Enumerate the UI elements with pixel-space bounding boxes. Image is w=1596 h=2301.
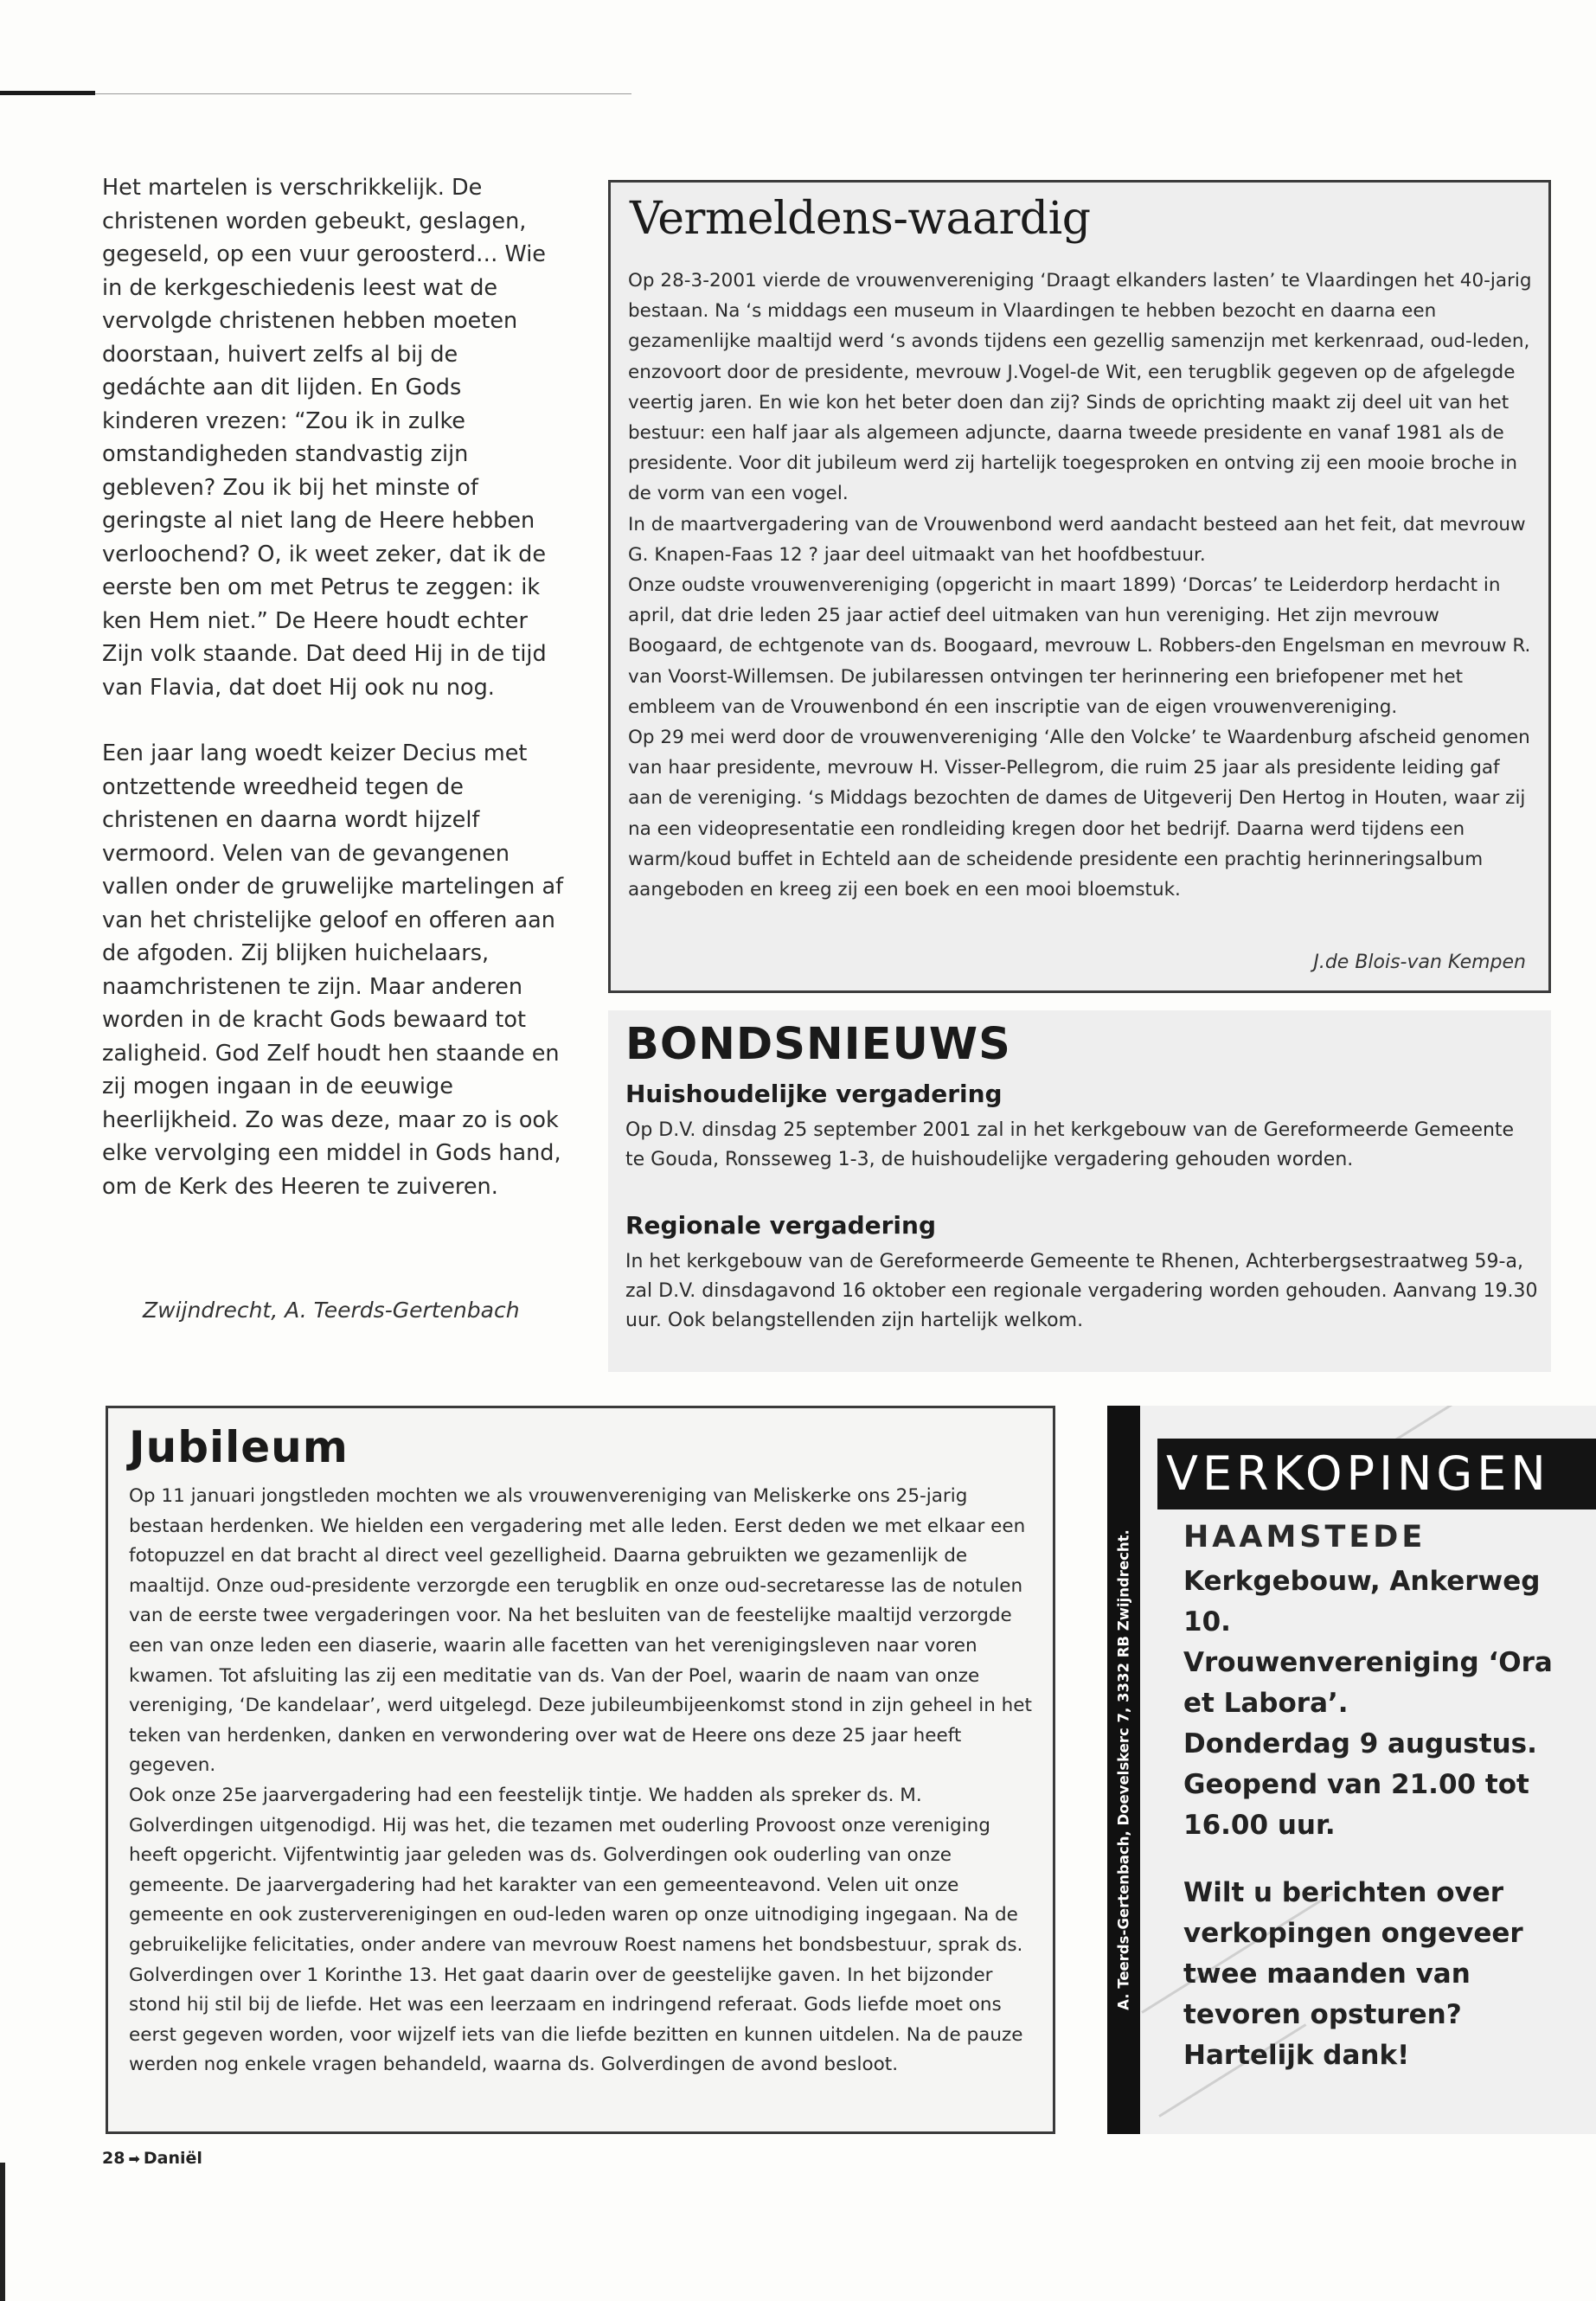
ad-background-stroke	[1392, 1406, 1525, 1443]
vermeldens-title: Vermeldens-waardig	[630, 193, 1091, 245]
ad-request-line: Hartelijk dank!	[1183, 2040, 1410, 2071]
article-signature: Zwijndrecht, A. Teerds-Gertenbach	[143, 1298, 520, 1323]
top-rule-thin	[95, 93, 631, 94]
vermeldens-paragraph: Onze oudste vrouwenvereniging (opgericht in maart 1899) ‘Dorcas’ te Leiderdorp herdacht in april, dat drie leden 25 jaar actief deel uitmaken van hun vereniging. Het zijn mevrouw Boogaard, de echtgenote van ds. Boogaard, mevrouw L. Robbers-den Engelsman en mevrouw R. van Voorst-Willemsen. De jubilaressen ontvingen ter herinnering een briefopener met het embleem van de Vrouwenbond én een inscriptie van de eigen vrouwenvereniging.	[628, 574, 1531, 718]
bondsnieuws-text: In het kerkgebouw van de Gereformeerde Gemeente te Rhenen, Achterbergsestraatweg 59-a, zal D.V. dinsdagavond 16 oktober een regionale vergadering worden gehouden. Aanvang 19.30 uur. Ook belangstellenden zijn hartelijk welkom.	[625, 1251, 1538, 1331]
vermeldens-paragraph: Op 28-3-2001 vierde de vrouwenvereniging ‘Draagt elkanders lasten’ te Vlaardingen het 40-jarig bestaan. Na ‘s middags een museum in Vlaardingen te hebben bezocht en daarna een gezamenlijke maaltijd werd ‘s avonds tijdens een gezellig samenzijn met kerkenraad, oud-leden, enzovoort door de presidente, mevrouw J.Vogel-de Wit, een terugblik gegeven op de afgelegde veertig jaren. En wie kon het beter doen dan zij? Sinds de oprichting maakt zij deel uit van het bestuur: een half jaar als algemeen adjuncte, daarna tweede presidente en vanaf 1981 als de presidente. Voor dit jubileum werd zij hartelijk toegesproken en ontving zij een mooie broche in de vorm van een vogel.	[628, 270, 1532, 505]
jubileum-paragraph: Ook onze 25e jaarvergadering had een feestelijk tintje. We hadden als spreker ds. M. Golverdingen uitgenodigd. Hij was het, die tezamen met ouderling Provoost onze vereniging heeft opgericht. Vijfentwintig jaar geleden was ds. Golverdingen ook ouderling van onze gemeente. De jaarvergadering had het karakter van een gemeenteavond. Velen uit onze gemeente en ook zusterverenigingen en oud-leden waren op onze uitnodiging ingegaan. Na de gebruikelijke felicitaties, onder andere van mevrouw Roest namens het bondsbestuur, sprak ds. Golverdingen over 1 Korinthe 13. Het gaat daarin over de geestelijke gaven. In het bijzonder stond hij stil bij de liefde. Het was een leerzaam en indringend referaat. Gods liefde moet ons eerst gegeven worden, voor wijzelf iets van die liefde bezitten en kunnen uitdelen. Na de pauze werden nog enkele vragen behandeld, waarna ds. Golverdingen de avond besloot.	[129, 1784, 1023, 2076]
page-footer	[102, 2149, 202, 2168]
arrow-icon: ➡	[128, 2150, 140, 2167]
ad-location: HAAMSTEDE	[1183, 1520, 1426, 1554]
ad-banner-text: VERKOPINGEN	[1166, 1446, 1550, 1501]
ad-address-strip	[1107, 1406, 1140, 2134]
vermeldens-body	[628, 266, 1532, 905]
vermeldens-signature: J.de Blois-van Kempen	[1313, 952, 1526, 973]
ad-detail-line: Kerkgebouw, Ankerweg 10.	[1183, 1566, 1541, 1638]
jubileum-body	[129, 1482, 1033, 2080]
article-paragraph: Een jaar lang woedt keizer Decius met ontzettende wreedheid tegen de christenen en daarna wordt hijzelf vermoord. Velen van de gevangenen vallen onder de gruwelijke martelingen af van het christelijke geloof en offeren aan de afgoden. Zij blijken huichelaars, naamchristenen te zijn. Maar anderen worden in de kracht Gods bewaard tot zaligheid. God Zelf houdt hen staande en zij mogen ingaan in de eeuwige heerlijkheid. Zo was deze, maar zo is ook elke vervolging een middel in Gods hand, om de Kerk des Heeren te zuiveren.	[102, 740, 564, 1200]
ad-request	[1183, 1873, 1590, 2076]
ad-request-line: Wilt u berichten over verkopingen ongeveer twee maanden van tevoren opsturen?	[1183, 1877, 1523, 2030]
verkopingen-ad	[1107, 1406, 1596, 2134]
ad-banner	[1157, 1439, 1596, 1509]
bondsnieuws-text: Op D.V. dinsdag 25 september 2001 zal in het kerkgebouw van de Gereformeerde Gemeente te Gouda, Ronsseweg 1-3, de huishoudelijke vergadering gehouden worden.	[625, 1119, 1515, 1170]
binding-edge	[0, 2163, 5, 2301]
magazine-name: Daniël	[143, 2149, 202, 2168]
bondsnieuws-title: BONDSNIEUWS	[625, 1019, 1011, 1070]
ad-detail-line: Geopend van 21.00 tot 16.00 uur.	[1183, 1769, 1529, 1841]
page-number: 28	[102, 2149, 125, 2168]
bondsnieuws-section	[608, 1010, 1551, 1372]
top-rule	[0, 91, 95, 95]
bondsnieuws-heading: Huishoudelijke vergadering	[625, 1080, 1003, 1108]
jubileum-box	[106, 1406, 1055, 2134]
vermeldens-waardig-box	[608, 180, 1551, 993]
jubileum-title: Jubileum	[129, 1422, 349, 1472]
ad-detail-line: Donderdag 9 augustus.	[1183, 1728, 1537, 1759]
vermeldens-paragraph: In de maartvergadering van de Vrouwenbond werd aandacht besteed aan het feit, dat mevrouw G. Knapen-Faas 12 ? jaar deel uitmaakt van het hoofdbestuur.	[628, 513, 1526, 566]
left-column-article	[102, 171, 565, 1203]
jubileum-paragraph: Op 11 januari jongstleden mochten we als vrouwenvereniging van Meliskerke ons 25-jarig bestaan herdenken. We hielden een vergadering met alle leden. Eerst deden we met elkaar een fotopuzzel en dat bracht al direct veel gezelligheid. Daarna gebruikten we gezamenlijk de maaltijd. Onze oud-presidente verzorgde een terugblik en onze oud-secretaresse las de notulen van de eerste twee vergaderingen voor. Na het besluiten van de feestelijke maaltijd verzorgde een van onze leden een diaserie, waarin alle facetten van het verenigingsleven naar voren kwamen. Tot afsluiting las zij een meditatie van ds. Van der Poel, waarin de naam van onze vereniging, ‘De kandelaar’, werd uitgelegd. Deze jubileumbijeenkomst stond in zijn geheel in het teken van herdenken, danken en verwondering over wat de Heere ons deze 25 jaar heeft gegeven.	[129, 1485, 1032, 1777]
ad-details	[1183, 1561, 1590, 1846]
ad-detail-line: Vrouwenvereniging ‘Ora et Labora’.	[1183, 1647, 1553, 1719]
bondsnieuws-heading: Regionale vergadering	[625, 1211, 936, 1240]
article-paragraph: Het martelen is verschrikkelijk. De christenen worden gebeukt, geslagen, gegeseld, op een vuur geroosterd… Wie in de kerkgeschiedenis leest wat de vervolgde christenen hebben moeten doorstaan, huivert zelfs al bij de gedáchte aan dit lijden. En Gods kinderen vrezen: “Zou ik in zulke omstandigheden standvastig zijn gebleven? Zou ik bij het minste of geringste al niet lang de Heere hebben verloochend? O, ik weet zeker, dat ik de eerste ben om met Petrus te zeggen: ik ken Hem niet.” De Heere houdt echter Zijn volk staande. Dat deed Hij in de tijd van Flavia, dat doet Hij ook nu nog.	[102, 175, 547, 701]
ad-address-text: A. Teerds-Gertenbach, Doevelskerc 7, 3332 RB Zwijndrecht.	[1115, 1529, 1132, 2010]
vermeldens-paragraph: Op 29 mei werd door de vrouwenvereniging ‘Alle den Volcke’ te Waardenburg afscheid genomen van haar presidente, mevrouw H. Visser-Pellegrom, die ruim 25 jaar als presidente leiding gaf aan de vereniging. ‘s Middags bezochten de dames de Uitgeverij Den Hertog in Houten, waar zij na een videopresentatie een rondleiding kregen door het bedrijf. Daarna werd tijdens een warm/koud buffet in Echteld aan de scheidende presidente een prachtig herinneringsalbum aangeboden en kreeg zij een boek en een mooi bloemstuk.	[628, 727, 1530, 901]
